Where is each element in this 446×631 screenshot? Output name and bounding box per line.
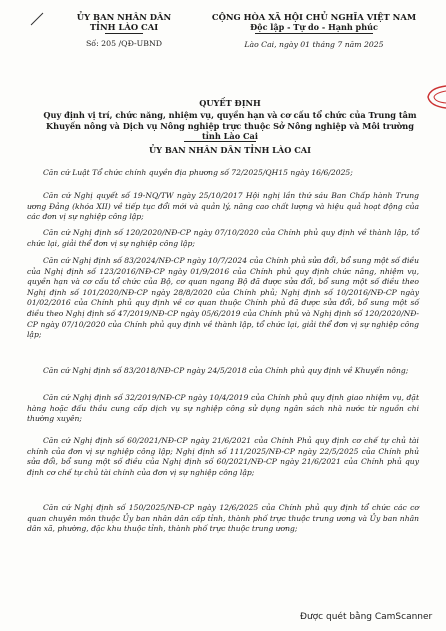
document-number: Số: 205 /QĐ-UBND — [85, 39, 163, 48]
national-header — [204, 12, 424, 49]
paragraph: Căn cứ Nghị định số 83/2024/NĐ-CP ngày 10/7/2024 của Chính phủ sửa đổi, bổ sung một số điều của Nghị định số 123/2016/NĐ-CP ngày 01/9/2016 của Chính phủ quy định chức năng, nhiệm vụ, quyền hạn và cơ cấu tổ chức của Bộ, cơ quan ngang Bộ đã được sửa đổi, bổ sung một số điều theo Nghị định số 101/2020/NĐ-CP ngày 28/8/2020 của Chính phủ; Nghị định số 10/2016/NĐ-CP ngày 01/02/2016 của Chính phủ quy định về cơ quan thuộc Chính phủ đã được sửa đổi, bổ sung một số điều theo Nghị định số 47/2019/NĐ-CP ngày 05/6/2019 của Chính phủ và Nghị định số 120/2020/NĐ-CP ngày 07/10/2020 của Chính phủ quy định về thành lập, tổ chức lại, giải thể đơn vị sự nghiệp công lập; — [27, 256, 419, 340]
issuing-authority: ỦY BAN NHÂN DÂN TỈNH LÀO CAI — [149, 145, 311, 155]
paragraph: Căn cứ Luật Tổ chức chính quyền địa phương số 72/2025/QH15 ngày 16/6/2025; — [43, 168, 353, 177]
scanner-footer: Được quét bằng CamScanner — [300, 612, 433, 622]
paragraph: Căn cứ Nghị định số 60/2021/NĐ-CP ngày 21/6/2021 của Chính Phủ quy định cơ chế tự chủ tài chính của đơn vị sự nghiệp công lập; Nghị định số 111/2025/NĐ-CP ngày 22/5/2025 của Chính phủ sửa đổi, bổ sung một số điều của Nghị định số 60/2021/NĐ-CP ngày 21/6/2021 của Chính phủ quy định cơ chế tự chủ tài chính của đơn vị sự nghiệp công lập; — [27, 436, 419, 477]
subject-underline — [184, 141, 256, 142]
pen-mark — [30, 12, 44, 30]
paragraph: Căn cứ Nghị định số 32/2019/NĐ-CP ngày 10/4/2019 của Chính phủ quy định giao nhiệm vụ, đặt hàng hoặc đấu thầu cung cấp dịch vụ sự nghiệp công sử dụng ngân sách nhà nước từ nguồn chi thường xuyên; — [27, 393, 419, 424]
document-type: QUYẾT ĐỊNH — [199, 98, 261, 108]
motto-underline — [255, 33, 373, 34]
document-date: Lào Cai, ngày 01 tháng 7 năm 2025 — [244, 40, 384, 49]
document-subject: Quy định vị trí, chức năng, nhiệm vụ, quyền hạn và cơ cấu tổ chức của Trung tâm Khuyến nông và Dịch vụ Nông nghiệp trực thuộc Sở Nông nghiệp và Môi trường tỉnh Lào Cai — [43, 110, 417, 142]
issuer-underline — [105, 33, 143, 34]
paragraph: Căn cứ Nghị định số 83/2018/NĐ-CP ngày 24/5/2018 của Chính phủ quy định về Khuyến nông; — [43, 366, 409, 375]
paragraph: Căn cứ Nghị định số 150/2025/NĐ-CP ngày 12/6/2025 của Chính phủ quy định tổ chức các cơ quan chuyên môn thuộc Ủy ban nhân dân cấp tỉnh, thành phố trực thuộc trung ương và Ủy ban nhân dân xã, phường, đặc khu thuộc tỉnh, thành phố trực thuộc trung ương; — [27, 503, 419, 534]
national-motto: Độc lập - Tự do - Hạnh phúc — [250, 22, 378, 32]
country-name: CỘNG HÒA XÃ HỘI CHỦ NGHĨA VIỆT NAM — [211, 12, 417, 22]
issuer-line-2: TỈNH LÀO CAI — [89, 22, 159, 32]
issuer-line-1: ỦY BAN NHÂN DÂN — [76, 12, 172, 22]
paragraph: Căn cứ Nghị định số 120/2020/NĐ-CP ngày 07/10/2020 của Chính phủ quy định về thành lập, tổ chức lại, giải thể đơn vị sự nghiệp công lập; — [27, 228, 419, 248]
paragraph: Căn cứ Nghị quyết số 19-NQ/TW ngày 25/10/2017 Hội nghị lần thứ sáu Ban Chấp hành Trung ương Đảng (khóa XII) về tiếp tục đổi mới và quản lý, nâng cao chất lượng và hiệu quả hoạt động của các đơn vị sự nghiệp công lập; — [27, 191, 419, 222]
issuer-header — [62, 12, 186, 48]
seal-stamp-fragment — [424, 84, 446, 110]
